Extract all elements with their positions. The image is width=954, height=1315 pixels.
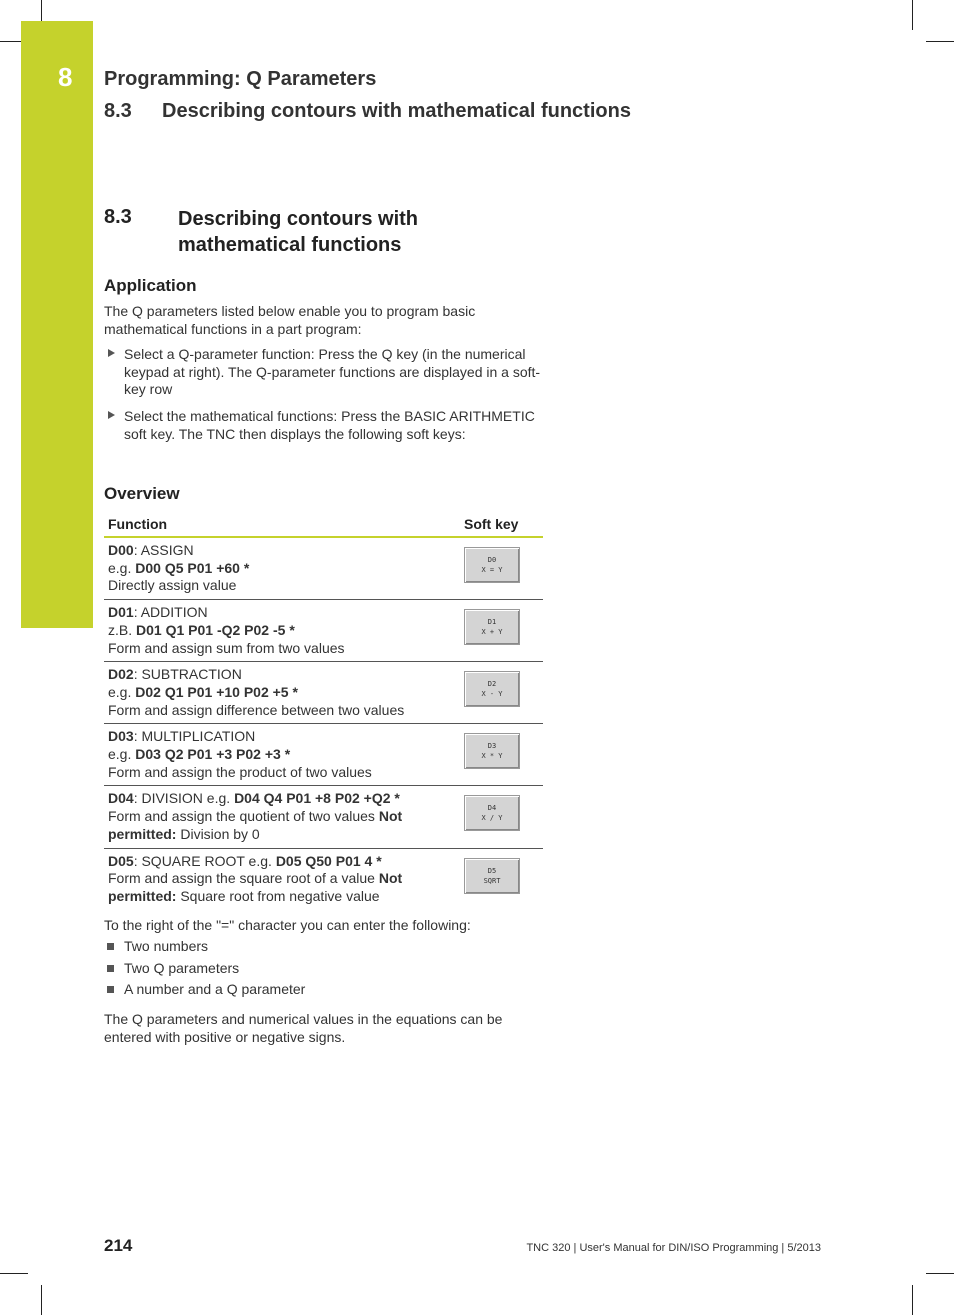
- function-description: Form and assign sum from two values: [108, 639, 345, 656]
- running-header-section: [104, 100, 631, 123]
- softkey-bottom-label: X - Y: [481, 690, 503, 699]
- not-permitted-text: Division by 0: [176, 825, 260, 842]
- function-description: Form and assign the square root of a value: [108, 870, 379, 887]
- softkey-button[interactable]: [464, 671, 520, 707]
- softkey-bottom-label: X * Y: [481, 752, 503, 761]
- function-cell: [104, 786, 460, 848]
- softkey-cell: [460, 724, 543, 786]
- softkey-button[interactable]: [464, 795, 520, 831]
- function-code: D00: [108, 542, 134, 558]
- list-item: [104, 960, 305, 982]
- function-cell: [104, 600, 460, 662]
- overview-table: [104, 512, 543, 910]
- softkey-cell: [460, 786, 543, 848]
- overview-heading: Overview: [104, 484, 180, 503]
- function-example: D00 Q5 P01 +60 *: [135, 559, 250, 576]
- table-row: [104, 600, 543, 662]
- running-header-section-number: 8.3: [104, 100, 132, 122]
- arrow-icon: [108, 411, 115, 419]
- running-header-title: Programming: Q Parameters: [104, 68, 377, 90]
- table-row: [104, 662, 543, 724]
- function-example: D02 Q1 P01 +10 P02 +5 *: [135, 683, 298, 700]
- function-name: : ASSIGN: [133, 542, 194, 558]
- softkey-top-label: D3: [487, 742, 497, 751]
- function-cell: [104, 537, 460, 600]
- col-softkey: Soft key: [460, 512, 543, 537]
- example-prefix: e.g.: [108, 559, 136, 576]
- crop-mark: [912, 1285, 913, 1315]
- step-text: Select a Q-parameter function: Press the Q key (in the numerical keypad at right). The Q-parameter functions are displayed in a soft-key row: [124, 346, 541, 398]
- softkey-top-label: D4: [487, 804, 497, 813]
- function-code: D03: [108, 728, 134, 745]
- application-intro: The Q parameters listed below enable you to program basic mathematical functions in a part program:: [104, 303, 476, 337]
- softkey-bottom-label: SQRT: [483, 876, 501, 885]
- softkey-cell: [460, 848, 543, 910]
- function-example: D03 Q2 P01 +3 P02 +3 *: [135, 746, 291, 763]
- function-cell: [104, 724, 460, 786]
- softkey-bottom-label: X / Y: [481, 814, 503, 823]
- crop-mark: [41, 1285, 42, 1315]
- function-cell: [104, 848, 460, 910]
- function-description: Directly assign value: [108, 577, 237, 594]
- bullet-icon: [107, 986, 114, 993]
- softkey-button[interactable]: [464, 547, 520, 583]
- crop-mark: [926, 1273, 954, 1274]
- example-prefix: e.g.: [108, 683, 136, 700]
- function-code: D02: [108, 666, 134, 683]
- function-description: Form and assign the quotient of two values: [108, 808, 379, 825]
- running-header-section-title: Describing contours with mathematical functions: [162, 100, 631, 122]
- function-description: Form and assign difference between two values: [108, 701, 405, 718]
- table-row: [104, 537, 543, 600]
- function-name: : DIVISION e.g.: [133, 790, 235, 807]
- softkey-button[interactable]: [464, 609, 520, 645]
- arrow-icon: [108, 349, 115, 357]
- table-row: [104, 786, 543, 848]
- softkey-bottom-label: X + Y: [481, 628, 503, 637]
- softkey-button[interactable]: [464, 733, 520, 769]
- bullet-icon: [107, 965, 114, 972]
- example-prefix: z.B.: [108, 621, 137, 638]
- list-item-text: A number and a Q parameter: [124, 981, 306, 997]
- softkey-cell: [460, 600, 543, 662]
- function-code: D05: [108, 852, 134, 869]
- softkey-cell: [460, 662, 543, 724]
- function-description: Form and assign the product of two values: [108, 763, 372, 780]
- function-example: D01 Q1 P01 -Q2 P02 -5 *: [136, 621, 295, 638]
- section-number: 8.3: [104, 206, 132, 228]
- crop-mark: [0, 41, 22, 42]
- table-header-row: [104, 512, 543, 537]
- table-row: [104, 848, 543, 910]
- chapter-number: 8: [58, 62, 73, 92]
- function-name: : MULTIPLICATION: [133, 728, 256, 745]
- right-of-equals-intro: To the right of the "=" character you can enter the following:: [104, 917, 471, 933]
- crop-mark: [926, 41, 954, 42]
- softkey-top-label: D0: [487, 556, 497, 564]
- function-code: D04: [108, 790, 134, 807]
- list-item-text: Two numbers: [124, 938, 209, 954]
- softkey-top-label: D5: [487, 866, 497, 875]
- softkey-bottom-label: X = Y: [481, 566, 503, 574]
- example-prefix: e.g.: [108, 746, 136, 763]
- list-item: [104, 981, 305, 1003]
- function-cell: [104, 662, 460, 724]
- softkey-top-label: D2: [487, 680, 497, 689]
- function-code: D01: [108, 604, 134, 621]
- entry-options-list: [104, 938, 305, 1003]
- function-example: D04 Q4 P01 +8 P02 +Q2 *: [234, 790, 400, 807]
- chapter-tab: [21, 21, 93, 628]
- table-row: [104, 724, 543, 786]
- function-name: : ADDITION: [133, 604, 208, 621]
- list-item: [104, 938, 305, 960]
- page-number: 214: [104, 1236, 133, 1255]
- bullet-icon: [107, 943, 114, 950]
- application-heading: Application: [104, 276, 197, 295]
- closing-paragraph: The Q parameters and numerical values in the equations can be entered with positive or negative signs.: [104, 1011, 503, 1045]
- not-permitted-label: Not permitted:: [108, 808, 403, 842]
- crop-mark: [41, 0, 42, 22]
- not-permitted-text: Square root from negative value: [176, 887, 380, 904]
- crop-mark: [912, 0, 913, 30]
- softkey-button[interactable]: [464, 858, 520, 894]
- col-function: Function: [104, 512, 460, 537]
- function-example: D05 Q50 P01 4 *: [275, 852, 382, 869]
- not-permitted-label: Not permitted:: [108, 870, 403, 904]
- softkey-cell: [460, 537, 543, 600]
- footer-info: TNC 320 | User's Manual for DIN/ISO Programming | 5/2013: [526, 1242, 821, 1254]
- function-name: : SUBTRACTION: [133, 666, 242, 683]
- section-title: Describing contours with mathematical functions: [178, 208, 419, 256]
- function-name: : SQUARE ROOT e.g.: [133, 852, 276, 869]
- list-item-text: Two Q parameters: [124, 959, 240, 976]
- step-text: Select the mathematical functions: Press the BASIC ARITHMETIC soft key. The TNC then displays the following soft keys:: [124, 408, 535, 442]
- softkey-top-label: D1: [487, 618, 497, 627]
- crop-mark: [0, 1273, 28, 1274]
